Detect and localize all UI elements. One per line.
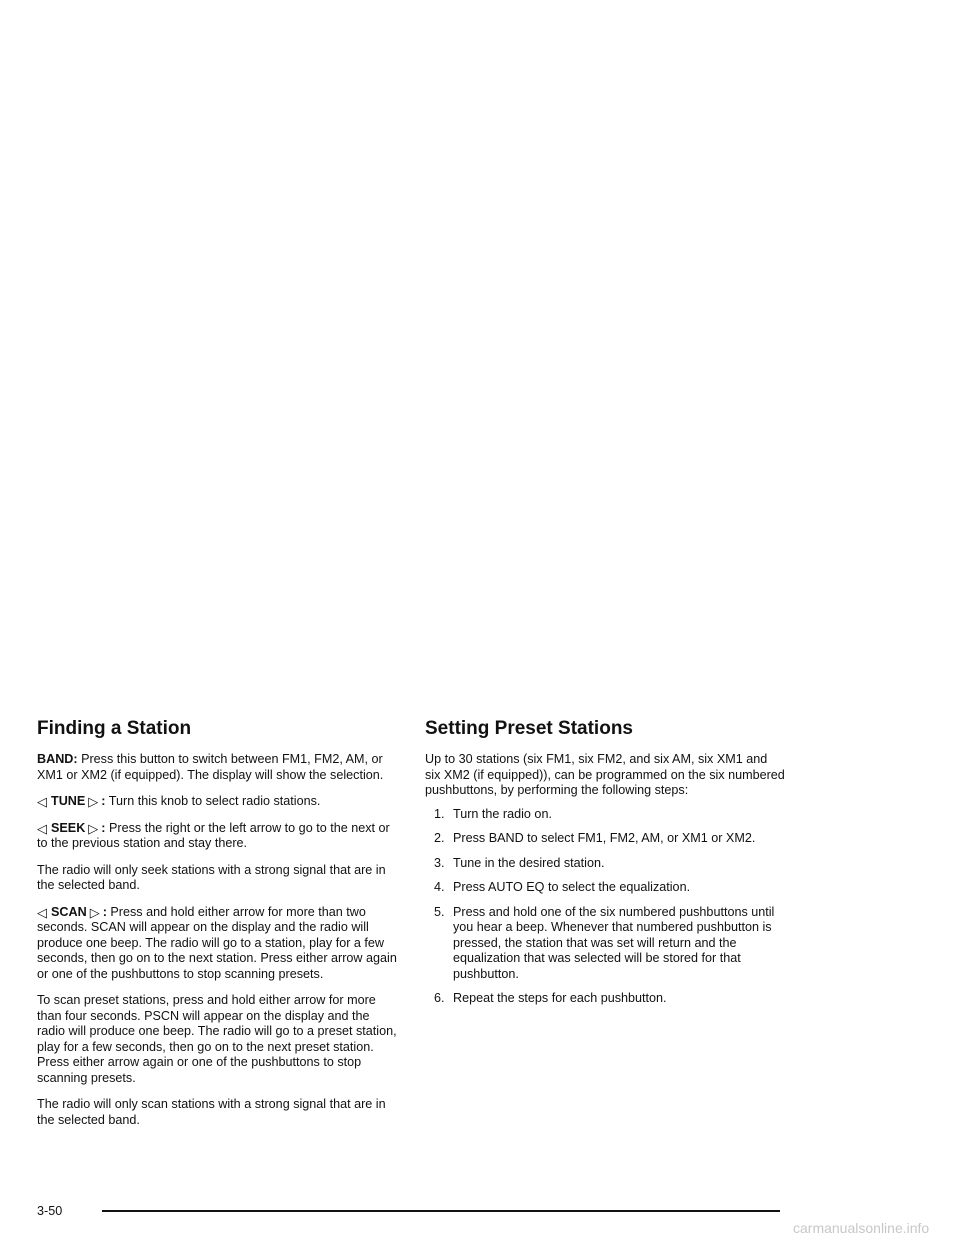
list-item bbox=[425, 991, 785, 1007]
scan-note: The radio will only scan stations with a strong signal that are in the selected band. bbox=[37, 1097, 386, 1127]
step-number: 1. bbox=[434, 806, 445, 821]
scan-paragraph bbox=[37, 905, 397, 983]
tune-term: TUNE bbox=[51, 794, 86, 808]
seek-term: SEEK bbox=[51, 820, 86, 835]
tune-colon: : bbox=[101, 794, 106, 808]
step-text: Press BAND to select FM1, FM2, AM, or XM1 or XM2. bbox=[453, 831, 756, 845]
scan-colon: : bbox=[102, 904, 107, 919]
scan-text: Press and hold either arrow for more than two seconds. SCAN will appear on the display and the radio will produce one beep. The radio will go to a station, play for a few seconds, then go on to the next station. Press either arrow again or one of the pushbuttons to stop scanning presets. bbox=[37, 904, 397, 981]
arrow-left-icon: ◁ bbox=[37, 794, 47, 809]
section-heading-finding-a-station: Finding a Station bbox=[37, 718, 192, 739]
step-number: 3. bbox=[434, 855, 445, 870]
step-text: Repeat the steps for each pushbutton. bbox=[453, 991, 667, 1005]
tune-text: Turn this knob to select radio stations. bbox=[105, 794, 321, 808]
step-text: Press AUTO EQ to select the equalization. bbox=[453, 880, 691, 894]
seek-text: Press the right or the left arrow to go to the next or to the previous station and stay there. bbox=[37, 820, 390, 850]
right-column bbox=[425, 718, 785, 1016]
step-number: 4. bbox=[434, 880, 445, 894]
list-item bbox=[425, 831, 785, 847]
step-text: Tune in the desired station. bbox=[453, 855, 605, 870]
seek-paragraph bbox=[37, 821, 397, 852]
section-heading-setting-preset-stations: Setting Preset Stations bbox=[425, 718, 633, 739]
arrow-left-icon: ◁ bbox=[37, 820, 47, 836]
arrow-left-icon: ◁ bbox=[37, 904, 47, 920]
arrow-right-icon: ▷ bbox=[89, 904, 100, 920]
step-number: 2. bbox=[434, 831, 445, 845]
list-item bbox=[425, 880, 785, 896]
page-number: 3-50 bbox=[37, 1204, 63, 1218]
arrow-right-icon: ▷ bbox=[88, 820, 99, 836]
step-number: 5. bbox=[434, 904, 445, 919]
preset-scan-paragraph: To scan preset stations, press and hold either arrow for more than four seconds. PSCN will appear on the display and the radio will produce one beep. The radio will go to a preset station, play for a few seconds, then go on to the next preset station. Press either arrow again or one of the pushbuttons to stop scanning presets. bbox=[37, 993, 397, 1085]
band-text: Press this button to switch between FM1, FM2, AM, or XM1 or XM2 (if equipped). The display will show the selection. bbox=[37, 752, 384, 782]
list-item bbox=[425, 905, 785, 983]
band-term: BAND: bbox=[37, 752, 78, 766]
list-item bbox=[425, 807, 785, 823]
watermark: carmanualsonline.info bbox=[793, 1220, 930, 1236]
step-number: 6. bbox=[434, 991, 445, 1005]
preset-steps-list bbox=[425, 807, 785, 1007]
footer-divider bbox=[102, 1210, 780, 1212]
band-paragraph bbox=[37, 752, 397, 783]
left-column bbox=[37, 718, 397, 1139]
step-text: Press and hold one of the six numbered pushbuttons until you hear a beep. Whenever that numbered pushbutton is pressed, the station that was set will return and the equalization that was selected will be stored for that pushbutton. bbox=[453, 904, 775, 981]
step-text: Turn the radio on. bbox=[453, 806, 552, 821]
scan-term: SCAN bbox=[51, 904, 87, 919]
seek-colon: : bbox=[101, 820, 106, 835]
tune-paragraph bbox=[37, 794, 397, 810]
arrow-right-icon: ▷ bbox=[88, 794, 99, 809]
seek-note: The radio will only seek stations with a strong signal that are in the selected band. bbox=[37, 862, 386, 892]
preset-intro: Up to 30 stations (six FM1, six FM2, and six AM, six XM1 and six XM2 (if equipped)), can be programmed on the six numbered pushbuttons, by performing the following steps: bbox=[425, 752, 785, 797]
list-item bbox=[425, 856, 785, 872]
